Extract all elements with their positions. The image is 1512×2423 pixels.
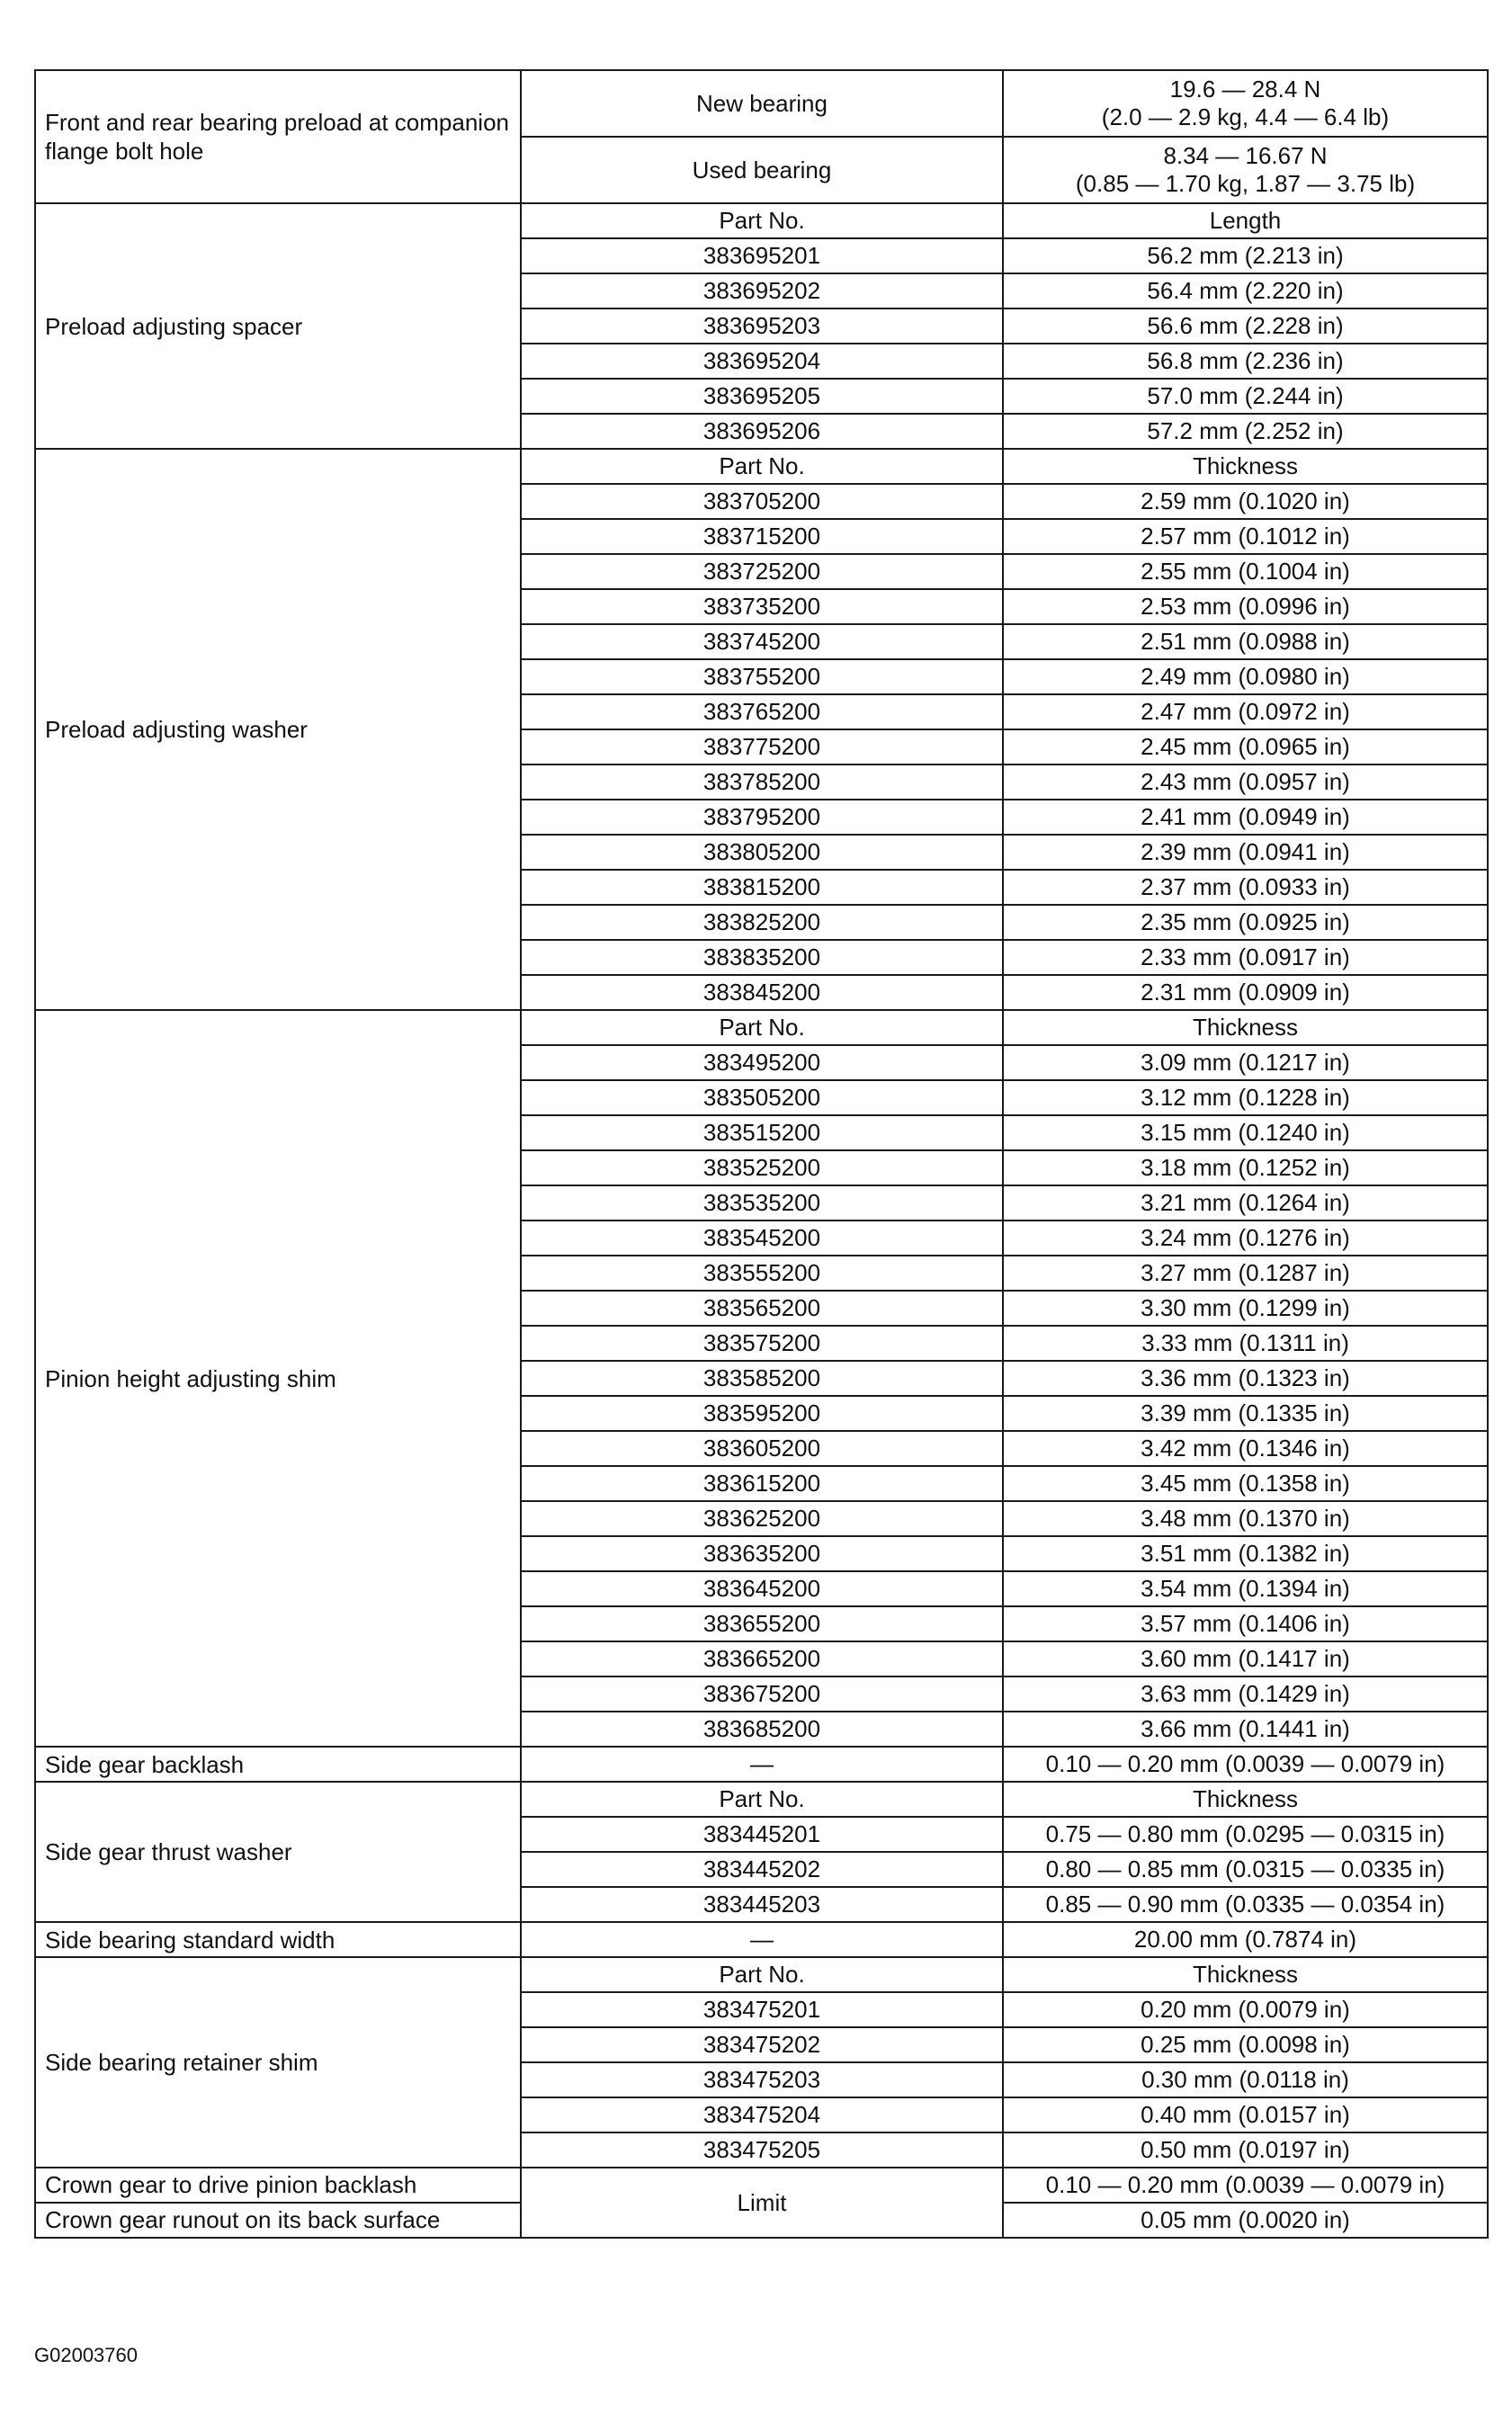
column-header-part-no: Part No. [521, 1782, 1003, 1817]
spec-value-line: 19.6 — 28.4 N [1169, 76, 1321, 103]
spec-value-cell: 0.40 mm (0.0157 in) [1003, 2097, 1488, 2132]
spec-value-cell: 0.25 mm (0.0098 in) [1003, 2027, 1488, 2062]
spec-value-cell: 56.4 mm (2.220 in) [1003, 273, 1488, 308]
spec-value-cell: 3.36 mm (0.1323 in) [1003, 1361, 1488, 1396]
spec-value-cell: 56.6 mm (2.228 in) [1003, 308, 1488, 344]
specification-table [34, 69, 1489, 2239]
spec-value-cell [1003, 137, 1488, 203]
spec-value-cell: 2.37 mm (0.0933 in) [1003, 870, 1488, 905]
spec-value-cell: 2.53 mm (0.0996 in) [1003, 589, 1488, 624]
spec-condition-cell: 383625200 [521, 1501, 1003, 1536]
spec-condition-cell: 383795200 [521, 800, 1003, 835]
spec-item-label: Side gear backlash [35, 1747, 521, 1782]
spec-value-cell: 3.54 mm (0.1394 in) [1003, 1571, 1488, 1606]
spec-item-label: Front and rear bearing preload at companion flange bolt hole [35, 70, 521, 203]
spec-condition-cell: 383535200 [521, 1185, 1003, 1220]
spec-condition-cell: 383525200 [521, 1150, 1003, 1185]
table-row [35, 449, 1488, 484]
spec-value-cell: 3.66 mm (0.1441 in) [1003, 1712, 1488, 1747]
spec-value-cell: 3.30 mm (0.1299 in) [1003, 1291, 1488, 1326]
spec-condition-cell: — [521, 1922, 1003, 1957]
spec-value-cell: 2.49 mm (0.0980 in) [1003, 659, 1488, 694]
table-row [35, 1010, 1488, 1045]
spec-condition-cell: 383475202 [521, 2027, 1003, 2062]
spec-value-cell: 3.63 mm (0.1429 in) [1003, 1676, 1488, 1712]
column-header-part-no: Part No. [521, 449, 1003, 484]
spec-condition-cell: 383665200 [521, 1641, 1003, 1676]
spec-condition-cell: 383585200 [521, 1361, 1003, 1396]
spec-value-cell: Thickness [1003, 1957, 1488, 1992]
spec-condition-cell: 383735200 [521, 589, 1003, 624]
spec-value-cell: 2.51 mm (0.0988 in) [1003, 624, 1488, 659]
spec-condition-cell: 383805200 [521, 835, 1003, 870]
spec-value-cell: Thickness [1003, 1010, 1488, 1045]
spec-condition-cell: 383785200 [521, 764, 1003, 800]
spec-item-label: Crown gear runout on its back surface [35, 2203, 521, 2238]
spec-value-cell: 2.31 mm (0.0909 in) [1003, 975, 1488, 1010]
spec-condition-cell: 383565200 [521, 1291, 1003, 1326]
spec-value-cell: 0.75 — 0.80 mm (0.0295 — 0.0315 in) [1003, 1817, 1488, 1852]
spec-value-cell: 2.43 mm (0.0957 in) [1003, 764, 1488, 800]
spec-value-cell: 3.21 mm (0.1264 in) [1003, 1185, 1488, 1220]
spec-value-cell: 3.60 mm (0.1417 in) [1003, 1641, 1488, 1676]
spec-condition-cell: 383675200 [521, 1676, 1003, 1712]
spec-value-cell: 3.51 mm (0.1382 in) [1003, 1536, 1488, 1571]
spec-condition-cell: 383495200 [521, 1045, 1003, 1080]
column-header-part-no: Part No. [521, 1010, 1003, 1045]
spec-value-cell: 57.2 mm (2.252 in) [1003, 414, 1488, 449]
spec-condition-cell: 383745200 [521, 624, 1003, 659]
spec-value-cell: 2.47 mm (0.0972 in) [1003, 694, 1488, 729]
table-row [35, 1782, 1488, 1817]
figure-id: G02003760 [34, 2344, 138, 2366]
spec-condition-cell: 383475205 [521, 2132, 1003, 2168]
spec-condition-cell: 383835200 [521, 940, 1003, 975]
spec-condition-cell: — [521, 1747, 1003, 1782]
spec-value-cell: 3.09 mm (0.1217 in) [1003, 1045, 1488, 1080]
spec-condition-cell: 383515200 [521, 1115, 1003, 1150]
spec-value-cell: 3.45 mm (0.1358 in) [1003, 1466, 1488, 1501]
spec-value-cell: 2.45 mm (0.0965 in) [1003, 729, 1488, 764]
spec-item-label: Crown gear to drive pinion backlash [35, 2168, 521, 2203]
spec-condition-cell: Used bearing [521, 137, 1003, 203]
spec-value-cell [1003, 70, 1488, 137]
spec-value-cell: 0.10 — 0.20 mm (0.0039 — 0.0079 in) [1003, 2168, 1488, 2203]
table-row [35, 1922, 1488, 1957]
spec-condition-cell: 383695202 [521, 273, 1003, 308]
spec-value-cell: 0.85 — 0.90 mm (0.0335 — 0.0354 in) [1003, 1887, 1488, 1922]
spec-value-cell: 0.30 mm (0.0118 in) [1003, 2062, 1488, 2097]
spec-value-cell: 20.00 mm (0.7874 in) [1003, 1922, 1488, 1957]
spec-value-cell: 3.33 mm (0.1311 in) [1003, 1326, 1488, 1361]
spec-item-label: Preload adjusting spacer [35, 203, 521, 449]
spec-item-label: Pinion height adjusting shim [35, 1010, 521, 1747]
spec-condition-cell: 383695205 [521, 379, 1003, 414]
spec-condition-cell: 383685200 [521, 1712, 1003, 1747]
spec-condition-cell: 383765200 [521, 694, 1003, 729]
spec-value-cell: 0.20 mm (0.0079 in) [1003, 1992, 1488, 2027]
spec-condition-cell: 383605200 [521, 1431, 1003, 1466]
spec-value-cell: 0.05 mm (0.0020 in) [1003, 2203, 1488, 2238]
spec-value-cell: 3.12 mm (0.1228 in) [1003, 1080, 1488, 1115]
spec-value-cell: 0.50 mm (0.0197 in) [1003, 2132, 1488, 2168]
spec-condition-cell: 383645200 [521, 1571, 1003, 1606]
spec-condition-cell: 383615200 [521, 1466, 1003, 1501]
spec-value-cell: 2.57 mm (0.1012 in) [1003, 519, 1488, 554]
spec-condition-cell: 383445202 [521, 1852, 1003, 1887]
spec-value-cell: 2.41 mm (0.0949 in) [1003, 800, 1488, 835]
spec-condition-cell: 383575200 [521, 1326, 1003, 1361]
spec-condition-cell: 383815200 [521, 870, 1003, 905]
spec-value-cell: 3.15 mm (0.1240 in) [1003, 1115, 1488, 1150]
spec-condition-cell: 383845200 [521, 975, 1003, 1010]
spec-condition-cell: 383475201 [521, 1992, 1003, 2027]
spec-condition-cell: 383825200 [521, 905, 1003, 940]
spec-condition-cell: 383555200 [521, 1256, 1003, 1291]
spec-condition-cell: 383445201 [521, 1817, 1003, 1852]
spec-value-cell: 3.48 mm (0.1370 in) [1003, 1501, 1488, 1536]
spec-value-line: (2.0 — 2.9 kg, 4.4 — 6.4 lb) [1101, 103, 1390, 130]
spec-condition-cell: 383595200 [521, 1396, 1003, 1431]
spec-item-label: Side bearing retainer shim [35, 1957, 521, 2168]
spec-item-label: Preload adjusting washer [35, 449, 521, 1010]
spec-condition-cell: New bearing [521, 70, 1003, 137]
spec-value-cell: 57.0 mm (2.244 in) [1003, 379, 1488, 414]
spec-item-label: Side bearing standard width [35, 1922, 521, 1957]
spec-value-cell: 2.59 mm (0.1020 in) [1003, 484, 1488, 519]
limit-label: Limit [521, 2168, 1003, 2238]
table-row [35, 2168, 1488, 2203]
spec-condition-cell: 383475204 [521, 2097, 1003, 2132]
spec-condition-cell: 383695203 [521, 308, 1003, 344]
spec-value-cell: 3.27 mm (0.1287 in) [1003, 1256, 1488, 1291]
spec-condition-cell: 383655200 [521, 1606, 1003, 1641]
spec-value-cell: 3.18 mm (0.1252 in) [1003, 1150, 1488, 1185]
spec-value-cell: 2.33 mm (0.0917 in) [1003, 940, 1488, 975]
spec-value-cell: 2.55 mm (0.1004 in) [1003, 554, 1488, 589]
spec-condition-cell: 383475203 [521, 2062, 1003, 2097]
table-row [35, 70, 1488, 137]
column-header-part-no: Part No. [521, 1957, 1003, 1992]
table-row [35, 203, 1488, 238]
spec-value-cell: 3.24 mm (0.1276 in) [1003, 1220, 1488, 1256]
spec-condition-cell: 383695206 [521, 414, 1003, 449]
spec-value-cell: 3.42 mm (0.1346 in) [1003, 1431, 1488, 1466]
spec-value-cell: 0.80 — 0.85 mm (0.0315 — 0.0335 in) [1003, 1852, 1488, 1887]
spec-value-cell: 3.39 mm (0.1335 in) [1003, 1396, 1488, 1431]
spec-value-line: 8.34 — 16.67 N [1163, 142, 1328, 169]
spec-condition-cell: 383695204 [521, 344, 1003, 379]
spec-condition-cell: 383715200 [521, 519, 1003, 554]
spec-value-cell: 2.39 mm (0.0941 in) [1003, 835, 1488, 870]
spec-condition-cell: 383755200 [521, 659, 1003, 694]
spec-value-cell: 3.57 mm (0.1406 in) [1003, 1606, 1488, 1641]
spec-condition-cell: 383705200 [521, 484, 1003, 519]
spec-value-cell: 56.8 mm (2.236 in) [1003, 344, 1488, 379]
table-row [35, 1747, 1488, 1782]
spec-value-line: (0.85 — 1.70 kg, 1.87 — 3.75 lb) [1075, 170, 1416, 197]
spec-condition-cell: 383695201 [521, 238, 1003, 273]
spec-value-cell: 56.2 mm (2.213 in) [1003, 238, 1488, 273]
spec-condition-cell: 383635200 [521, 1536, 1003, 1571]
spec-value-cell: 2.35 mm (0.0925 in) [1003, 905, 1488, 940]
specification-table-body [35, 70, 1488, 2238]
spec-condition-cell: 383505200 [521, 1080, 1003, 1115]
spec-condition-cell: 383725200 [521, 554, 1003, 589]
spec-item-label: Side gear thrust washer [35, 1782, 521, 1922]
spec-condition-cell: 383445203 [521, 1887, 1003, 1922]
spec-condition-cell: 383545200 [521, 1220, 1003, 1256]
table-row [35, 1957, 1488, 1992]
spec-condition-cell: 383775200 [521, 729, 1003, 764]
spec-value-cell: Thickness [1003, 449, 1488, 484]
spec-value-cell: Thickness [1003, 1782, 1488, 1817]
spec-value-cell: 0.10 — 0.20 mm (0.0039 — 0.0079 in) [1003, 1747, 1488, 1782]
spec-value-cell: Length [1003, 203, 1488, 238]
column-header-part-no: Part No. [521, 203, 1003, 238]
